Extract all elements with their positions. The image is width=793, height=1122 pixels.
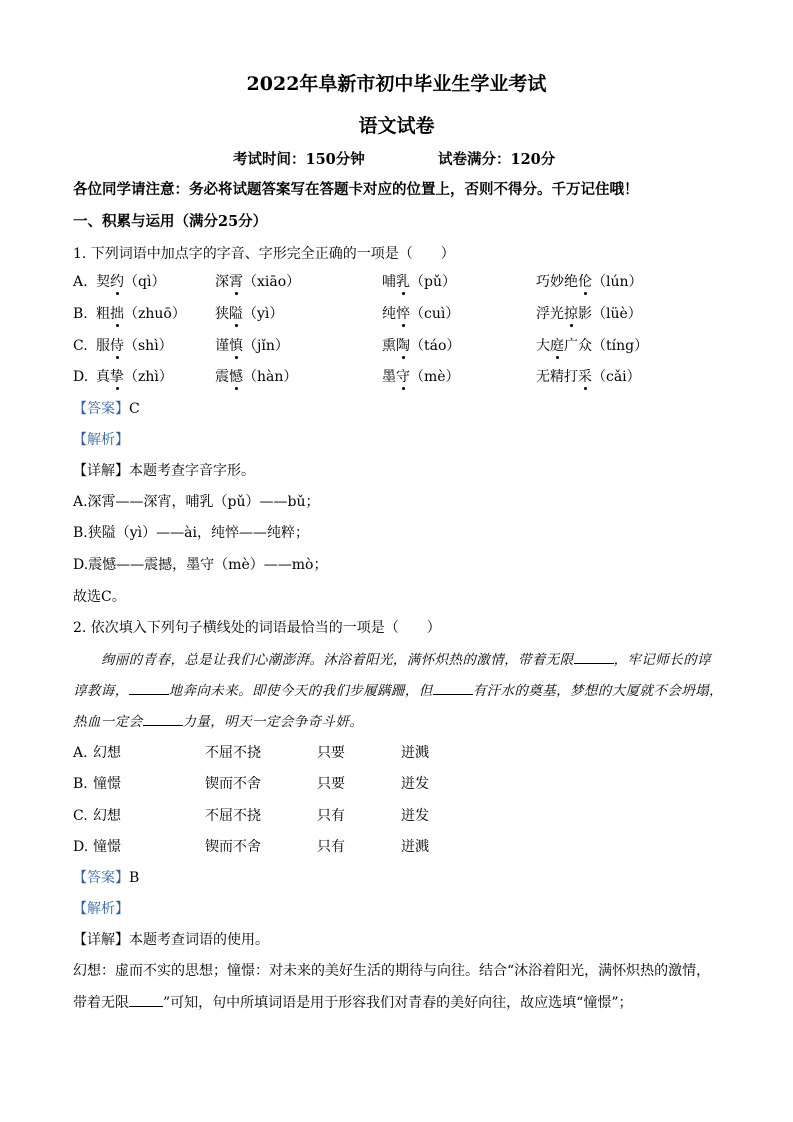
notice: 各位同学请注意：务必将试题答案写在答题卡对应的位置上，否则不得分。千万记住哦！ — [73, 181, 639, 198]
option-label: B. — [73, 306, 88, 322]
option-label: D. — [73, 369, 89, 385]
blank — [129, 681, 169, 695]
dotted-character: 霄 — [229, 274, 243, 290]
option-word — [96, 304, 186, 324]
option-label: A. — [73, 745, 88, 761]
dotted-character: 挚 — [110, 369, 124, 385]
pinyin-text: （cǎi） — [592, 369, 641, 385]
q2-passage-line-2 — [73, 681, 723, 701]
pinyin-text: 影（lüè） — [578, 306, 642, 322]
blank — [143, 712, 183, 726]
dotted-character: 乳 — [396, 274, 410, 290]
option-label: D. — [73, 839, 89, 855]
pinyin-text: 广众（tíng） — [564, 338, 649, 354]
option-word: 迸溅 — [401, 745, 429, 761]
paper-subtitle: 语文试卷 — [358, 115, 435, 137]
q2-answer — [73, 868, 139, 888]
dotted-character: 掠 — [564, 306, 578, 322]
word-text: 大 — [536, 338, 550, 354]
passage-text: 热血一定会 — [73, 714, 143, 730]
word-text: 服 — [96, 338, 110, 354]
passage-text: 谆教诲， — [73, 683, 129, 699]
q1-analysis-tag: 【解析】 — [73, 432, 129, 448]
exam-title: 2022年阜新市初中毕业生学业考试 — [246, 73, 547, 95]
dotted-character: 慎 — [229, 338, 243, 354]
word-text: 谨 — [215, 338, 229, 354]
option-word: 锲而不舍 — [205, 776, 261, 792]
word-text: 契 — [96, 274, 110, 290]
option-label: B. — [73, 776, 88, 792]
option-word — [215, 367, 297, 387]
option-word: 迸溅 — [401, 839, 429, 855]
passage-text: 有汗水的奠基，梦想的大厦就不会坍塌， — [472, 683, 723, 699]
option-word — [382, 272, 456, 292]
option-word — [536, 367, 641, 387]
pinyin-text: （xiāo） — [243, 274, 301, 290]
dotted-character: 守 — [396, 369, 410, 385]
option-word: 只有 — [317, 839, 345, 855]
q1-analysis-line-a: A.深霄——深宵，哺乳（pǔ）——bǔ； — [73, 494, 320, 510]
word-text: 熏 — [382, 338, 396, 354]
option-word: 憧憬 — [93, 839, 121, 855]
pinyin-text: （hàn） — [243, 369, 298, 385]
pinyin-text: （qì） — [124, 274, 166, 290]
option-word: 迸发 — [401, 776, 429, 792]
q1-analysis-line-d: D.震憾——震撼，墨守（mè）——mò； — [73, 557, 328, 573]
pinyin-text: （táo） — [410, 338, 461, 354]
dotted-character: 憾 — [229, 369, 243, 385]
option-word — [536, 304, 642, 324]
blank — [574, 650, 614, 664]
pinyin-text: （lún） — [592, 274, 643, 290]
option-word: 不屈不挠 — [205, 745, 261, 761]
pinyin-text: （yì） — [243, 306, 284, 322]
option-word: 只要 — [317, 776, 345, 792]
detail-tag: 【详解】 — [73, 463, 129, 479]
option-label: A. — [73, 274, 88, 290]
word-text: 深 — [215, 274, 229, 290]
word-text: 纯 — [382, 306, 396, 322]
passage-text: 绚丽的青春，总是让我们心潮澎湃。沐浴着阳光，满怀炽热的激情，带着无限 — [101, 652, 574, 668]
q2-explanation-1: 幻想：虚而不实的思想；憧憬：对未来的美好生活的期待与向往。结合“沐浴着阳光，满怀炽热的激情， — [73, 963, 711, 979]
explanation-text: ”可知，句中所填词语是用于形容我们对青春的美好向往，故应选填“憧憬”； — [163, 995, 633, 1011]
word-text: 粗 — [96, 306, 110, 322]
detail-text: 本题考查字音字形。 — [129, 463, 255, 479]
q1-answer — [73, 399, 140, 419]
detail-text: 本题考查词语的使用。 — [129, 932, 269, 948]
passage-text: 地奔向未来。即使今天的我们步履蹒跚，但 — [168, 683, 433, 699]
pinyin-text: （zhuō） — [124, 306, 186, 322]
pinyin-text: （cuì） — [410, 306, 460, 322]
word-text: 墨 — [382, 369, 396, 385]
word-text: 震 — [215, 369, 229, 385]
pinyin-text: （zhì） — [124, 369, 173, 385]
q2-explanation-2 — [73, 993, 632, 1013]
q1-detail — [73, 461, 255, 481]
word-text: 巧妙绝 — [536, 274, 578, 290]
option-word: 只要 — [317, 745, 345, 761]
explanation-text: 带着无限 — [73, 995, 129, 1011]
dotted-character: 陶 — [396, 338, 410, 354]
word-text: 狭 — [215, 306, 229, 322]
q2-passage-line-1 — [101, 650, 711, 670]
blank — [433, 681, 473, 695]
dotted-character: 隘 — [229, 306, 243, 322]
detail-tag: 【详解】 — [73, 932, 129, 948]
option-word — [382, 336, 460, 356]
option-word: 不屈不挠 — [205, 808, 261, 824]
option-word: 锲而不舍 — [205, 839, 261, 855]
pinyin-text: （jǐn） — [243, 338, 289, 354]
option-word: 迸发 — [401, 808, 429, 824]
option-word — [96, 367, 173, 387]
option-word — [536, 336, 648, 356]
option-word — [96, 336, 173, 356]
option-label: C. — [73, 338, 88, 354]
full-score: 试卷满分：120分 — [438, 151, 556, 168]
answer-tag: 【答案】 — [73, 401, 129, 417]
section-heading: 一、积累与运用（满分25分） — [73, 213, 268, 230]
dotted-character: 约 — [110, 274, 124, 290]
dotted-character: 侍 — [110, 338, 124, 354]
option-word: 憧憬 — [93, 776, 121, 792]
option-word: 只有 — [317, 808, 345, 824]
dotted-character: 悴 — [396, 306, 410, 322]
word-text: 哺 — [382, 274, 396, 290]
answer-value: B — [129, 870, 140, 886]
q1-conclusion: 故选C。 — [73, 589, 126, 605]
word-text: 浮光 — [536, 306, 564, 322]
pinyin-text: （pǔ） — [410, 274, 456, 290]
q2-stem: 2. 依次填入下列句子横线处的词语最恰当的一项是（ ） — [73, 620, 441, 636]
option-word — [215, 272, 300, 292]
dotted-character: 采 — [578, 369, 592, 385]
option-word — [96, 272, 165, 292]
word-text: 真 — [96, 369, 110, 385]
q2-analysis-tag: 【解析】 — [73, 901, 129, 917]
option-word — [215, 304, 283, 324]
option-label: C. — [73, 808, 88, 824]
option-word: 幻想 — [93, 745, 121, 761]
q1-analysis-line-b: B.狭隘（yì）——ài，纯悴——纯粹； — [73, 525, 309, 541]
pinyin-text: （shì） — [124, 338, 173, 354]
passage-text: 力量，明天一定会争奇斗妍。 — [182, 714, 364, 730]
option-word — [382, 367, 460, 387]
passage-text: ，牢记师长的谆 — [613, 652, 711, 668]
dotted-character: 伦 — [578, 274, 592, 290]
blank — [129, 993, 163, 1007]
option-word — [536, 272, 643, 292]
q2-passage-line-3 — [73, 712, 363, 732]
dotted-character: 拙 — [110, 306, 124, 322]
q1-stem: 1. 下列词语中加点字的字音、字形完全正确的一项是（ ） — [73, 246, 455, 262]
q2-detail — [73, 930, 269, 950]
answer-tag: 【答案】 — [73, 870, 129, 886]
exam-time: 考试时间：150分钟 — [233, 151, 365, 168]
answer-value: C — [129, 401, 140, 417]
pinyin-text: （mè） — [410, 369, 460, 385]
word-text: 无精打 — [536, 369, 578, 385]
option-word: 幻想 — [93, 808, 121, 824]
option-word — [215, 336, 289, 356]
option-word — [382, 304, 459, 324]
dotted-character: 庭 — [550, 338, 564, 354]
